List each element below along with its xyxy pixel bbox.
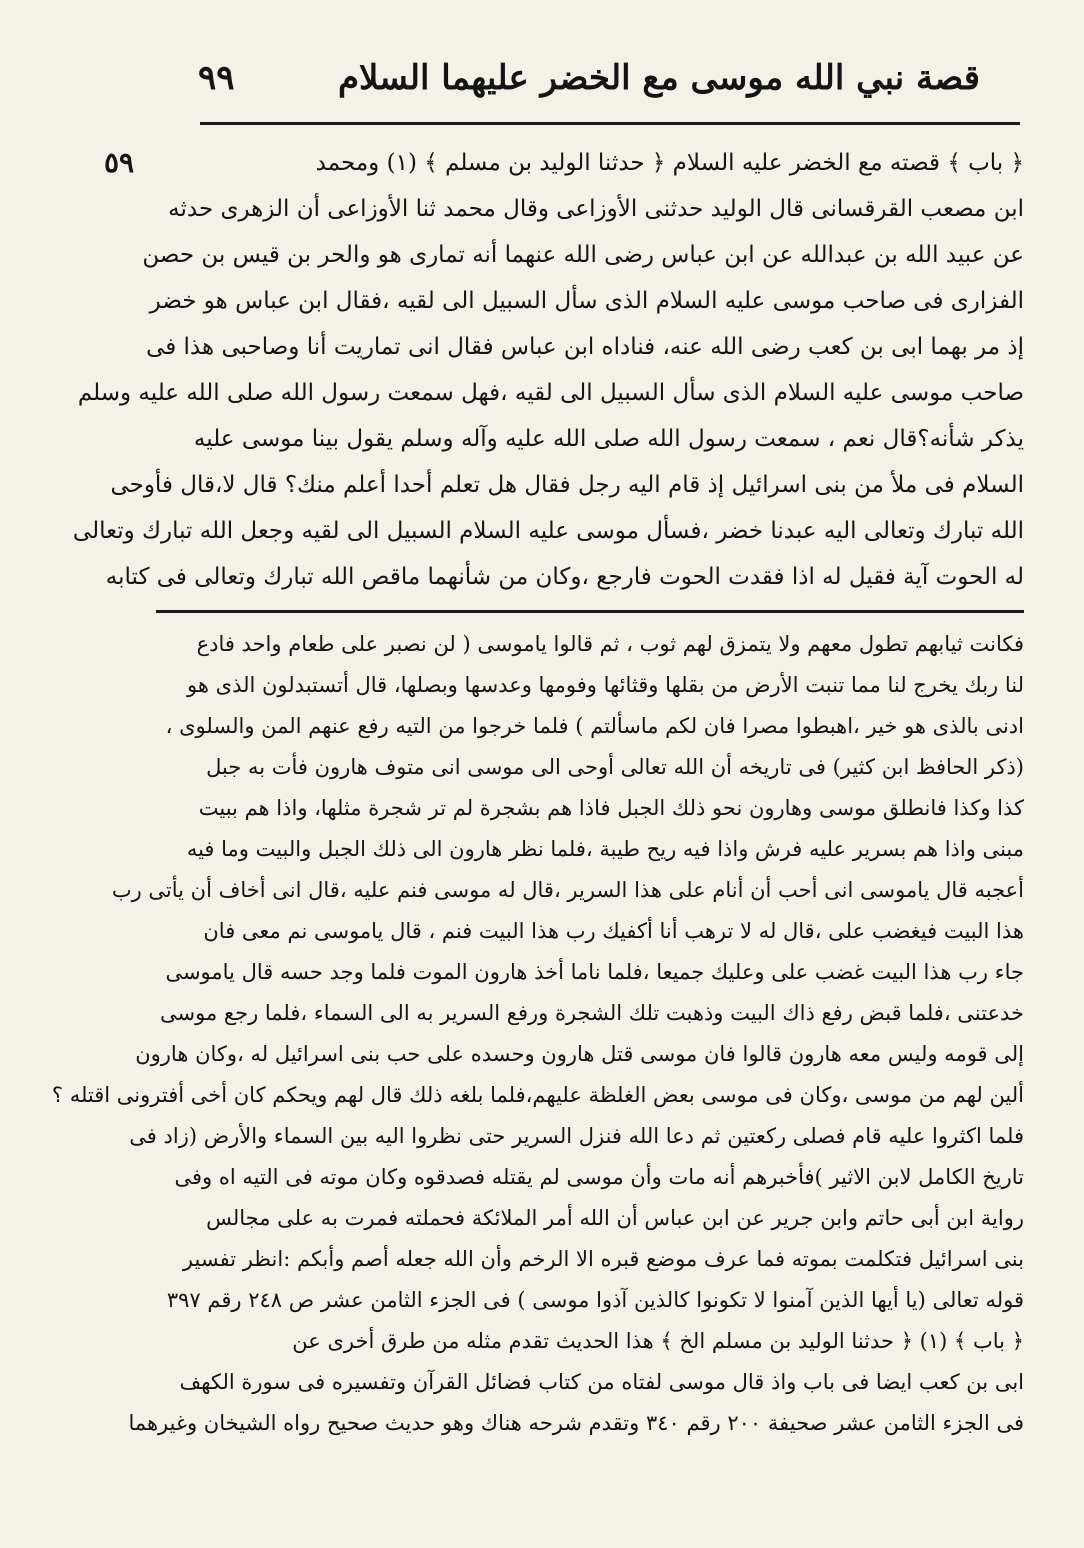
main-line: إذ مر بهما ابى بن كعب رضى الله عنه، فناداه ابن عباس فقال انى تماريت أنا وصاحبى هذا فى [146, 334, 1024, 360]
footnote-line: لنا ربك يخرج لنا مما تنبت الأرض من بقلها وقثائها وفومها وعدسها وبصلها، قال أتستبدلون الذى هو [187, 673, 1024, 697]
footnote-line: إلى قومه وليس معه هارون قالوا فان موسى قتل هارون وحسده على حب بنى اسرائيل له ،وكان هارون [135, 1042, 1024, 1066]
footnote-line: جاء رب هذا البيت غضب على وعليك جميعا ،فلما ناما أخذ هارون الموت فلما وجد حسه قال ياموسى [165, 960, 1024, 984]
main-line: ابن مصعب القرقسانى قال الوليد حدثنى الأوزاعى وقال محمد ثنا الأوزاعى أن الزهرى حدثه [168, 196, 1024, 222]
footnote-line: هذا البيت فيغضب على ،قال له لا ترهب أنا أكفيك رب هذا البيت فنم ، قال ياموسى نم معى فان [203, 919, 1024, 943]
footnotes [51, 624, 1024, 1444]
footnote-line: ابى بن كعب ايضا فى باب واذ قال موسى لفتاه من كتاب فضائل القرآن وتفسيره فى سورة الكهف [179, 1370, 1024, 1394]
page-header [150, 52, 1010, 116]
main-line: ﴿ باب ﴾ قصته مع الخضر عليه السلام ﴿ حدثنا الوليد بن مسلم ﴾ (١) ومحمد [315, 150, 1024, 176]
footnote-line: أعجبه قال ياموسى انى أحب أن أنام على هذا السرير ،قال له موسى فنم عليه ،قال انى أخاف أن يأتى رب [111, 878, 1024, 902]
footnote-line: بنى اسرائيل فتكلمت بموته فما عرف موضع قبره الا الرخم وأن الله جعله أصم وأبكم :انظر تفسير [182, 1247, 1024, 1271]
footnote-line: فلما اكثروا عليه قام فصلى ركعتين ثم دعا الله فنزل السرير حتى نظروا اليه بين السماء والأرض (زاد فى [129, 1124, 1024, 1148]
footnote-line: فكانت ثيابهم تطول معهم ولا يتمزق لهم ثوب ، ثم قالوا ياموسى ( لن نصبر على طعام واحد فادع [196, 632, 1024, 656]
main-line: السلام فى ملأ من بنى اسرائيل إذ قام اليه رجل فقال هل تعلم أحدا أعلم منك؟ قال لا،قال فأوحى [110, 472, 1024, 498]
main-line: يذكر شأنه؟قال نعم ، سمعت رسول الله صلى الله عليه وآله وسلم يقول بينا موسى عليه [193, 426, 1024, 452]
footnote-line: ألين لهم من موسى ،وكان فى موسى بعض الغلظة عليهم،فلما بلغه ذلك قال لهم ويحكم كان أخى أفترونى اقتله ؟ [51, 1083, 1024, 1107]
footnote-line: ادنى بالذى هو خير ،اهبطوا مصرا فان لكم ماسألتم ) فلما خرجوا من التيه رفع عنهم المن والسلوى ، [165, 714, 1024, 738]
footnote-line: قوله تعالى (يا أيها الذين آمنوا لا تكونوا كالذين آذوا موسى ) فى الجزء الثامن عشر ص ٢٤٨ رقم ٣٩٧ [166, 1288, 1024, 1312]
main-line: الفزارى فى صاحب موسى عليه السلام الذى سأل السبيل الى لقيه ،فقال ابن عباس هو خضر [149, 288, 1024, 314]
footnote-line: مبنى واذا هم بسرير عليه فرش واذا فيه ريح طيبة ،فلما نظر هارون الى ذلك الجبل والبيت وما فيه [186, 837, 1024, 861]
main-line: له الحوت آية فقيل له اذا فقدت الحوت فارجع ،وكان من شأنهما ماقص الله تبارك وتعالى فى كتابه [105, 564, 1024, 590]
footnote-line: كذا وكذا فانطلق موسى وهارون نحو ذلك الجبل فاذا هم بشجرة لم تر شجرة مثلها، واذا هم ببيت [198, 796, 1024, 820]
running-title: قصة نبي الله موسى مع الخضر عليهما السلام [337, 58, 980, 98]
footnote-line: (ذكر الحافظ ابن كثير) فى تاريخه أن الله تعالى أوحى الى موسى انى متوف هارون فأت به جبل [206, 755, 1024, 779]
main-line: صاحب موسى عليه السلام الذى سأل السبيل الى لقيه ،فهل سمعت رسول الله صلى الله عليه وسلم [77, 380, 1024, 406]
main-line: عن عبيد الله بن عبدالله عن ابن عباس رضى الله عنهما أنه تمارى هو والحر بن قيس بن حصن [142, 242, 1024, 268]
footnote-line: رواية ابن أبى حاتم وابن جرير عن ابن عباس أن الله أمر الملائكة فحملته فمرت به على مجالس [206, 1206, 1024, 1230]
header-rule [200, 122, 1020, 125]
footnote-line: خدعتنى ،فلما قبض رفع ذاك البيت وذهبت تلك الشجرة ورفع السرير به الى السماء ،فلما رجع موسى [160, 1001, 1024, 1025]
footnote-line: تاريخ الكامل لابن الاثير )فأخبرهم أنه مات وأن موسى لم يقتله فصدقوه وكان موته فى التيه اه وفى [174, 1165, 1024, 1189]
footnote-separator [156, 610, 1024, 613]
main-line: الله تبارك وتعالى اليه عبدنا خضر ،فسأل موسى عليه السلام السبيل الى لقيه وجعل الله تبارك وتعالى [72, 518, 1024, 544]
footnote-line: فى الجزء الثامن عشر صحيفة ٢٠٠ رقم ٣٤٠ وتقدم شرحه هناك وهو حديث صحيح رواه الشيخان وغيرهما [128, 1411, 1024, 1435]
footnote-line: ﴿ باب ﴾ (١) ﴿ حدثنا الوليد بن مسلم الخ ﴾ هذا الحديث تقدم مثله من طرق أخرى عن [292, 1329, 1024, 1353]
page-number: ٩٩ [198, 58, 235, 98]
hadith-number: ٥٩ [104, 146, 135, 179]
